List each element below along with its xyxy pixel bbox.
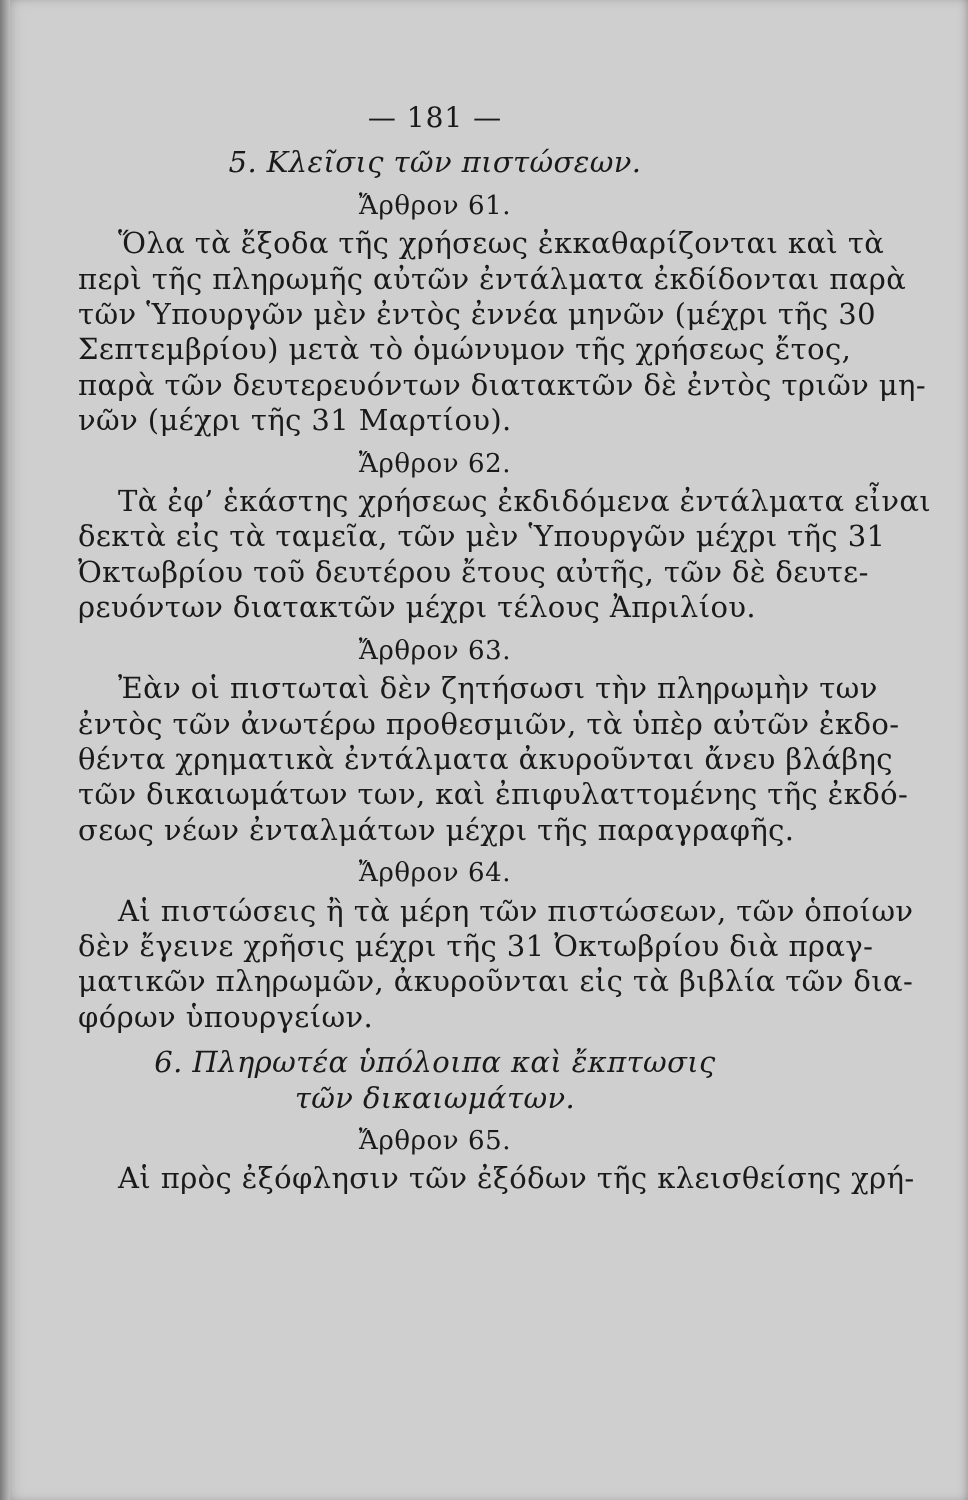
text-line: σεως νέων ἐνταλμάτων μέχρι τῆς παραγραφῆς. <box>78 812 795 847</box>
page-text <box>78 100 932 1197</box>
text-line: φόρων ὑπουργείων. <box>78 999 374 1034</box>
text-line: ρευόντων διατακτῶν μέχρι τέλους Ἀπριλίου. <box>78 590 756 625</box>
article-heading-63: Ἄρθρον 63. <box>358 635 512 666</box>
article-61-body <box>78 226 927 438</box>
article-65-body <box>78 1161 915 1196</box>
text-line: Τὰ ἐφ’ ἑκάστης χρήσεως ἐκδιδόμενα ἐντάλματα εἶναι <box>118 484 932 519</box>
text-line: Αἱ πιστώσεις ἢ τὰ μέρη τῶν πιστώσεων, τῶν ὁποίων <box>118 893 914 928</box>
text-line: νῶν (μέχρι τῆς 31 Μαρτίου). <box>78 403 512 438</box>
text-line: Αἱ πρὸς ἐξόφλησιν τῶν ἐξόδων τῆς κλεισθείσης χρή- <box>118 1161 915 1196</box>
section-heading-5: 5. Κλεῖσις τῶν πιστώσεων. <box>228 145 642 180</box>
page-number: — 181 — <box>367 101 503 134</box>
text-line: παρὰ τῶν δευτερευόντων διατακτῶν δὲ ἐντὸς τριῶν μη- <box>78 367 927 402</box>
article-62-body <box>78 484 932 626</box>
text-line: Ἐὰν οἱ πιστωταὶ δὲν ζητήσωσι τὴν πληρωμὴν των <box>118 671 878 706</box>
text-line: θέντα χρηματικὰ ἐντάλματα ἀκυροῦνται ἄνευ βλάβης <box>78 741 893 776</box>
article-heading-62: Ἄρθρον 62. <box>358 448 512 479</box>
text-line: Σεπτεμβρίου) μετὰ τὸ ὁμώνυμον τῆς χρήσεως ἔτος, <box>78 332 852 367</box>
article-64-body <box>78 893 914 1036</box>
text-line: ματικῶν πληρωμῶν, ἀκυροῦνται εἰς τὰ βιβλία τῶν δια- <box>78 964 914 999</box>
section-heading-6-line-1: 6. Πληρωτέα ὑπόλοιπα καὶ ἔκπτωσις <box>154 1045 716 1080</box>
text-line: τῶν Ὑπουργῶν μὲν ἐντὸς ἐννέα μηνῶν (μέχρι τῆς 30 <box>78 297 877 332</box>
article-heading-61: Ἄρθρον 61. <box>358 190 512 221</box>
text-line: Ὅλα τὰ ἔξοδα τῆς χρήσεως ἐκκαθαρίζονται καὶ τὰ <box>118 226 885 261</box>
text-line: τῶν δικαιωμάτων των, καὶ ἐπιφυλαττομένης τῆς ἐκδό- <box>78 777 909 812</box>
article-heading-65: Ἄρθρον 65. <box>358 1125 512 1156</box>
section-heading-6-line-2: τῶν δικαιωμάτων. <box>294 1080 576 1115</box>
article-63-body <box>78 671 909 848</box>
text-line: δεκτὰ εἰς τὰ ταμεῖα, τῶν μὲν Ὑπουργῶν μέχρι τῆς 31 <box>78 519 886 554</box>
text-line: Ὀκτωβρίου τοῦ δευτέρου ἔτους αὐτῆς, τῶν δὲ δευτε- <box>78 554 869 589</box>
text-line: δὲν ἔγεινε χρῆσις μέχρι τῆς 31 Ὀκτωβρίου διὰ πραγ- <box>78 928 874 963</box>
text-line: ἐντὸς τῶν ἀνωτέρω προθεσμιῶν, τὰ ὑπὲρ αὐτῶν ἐκδο- <box>78 706 900 741</box>
section-heading-6 <box>78 1045 792 1116</box>
text-line: περὶ τῆς πληρωμῆς αὐτῶν ἐντάλματα ἐκδίδονται παρὰ <box>78 261 907 296</box>
article-heading-64: Ἄρθρον 64. <box>358 858 512 889</box>
